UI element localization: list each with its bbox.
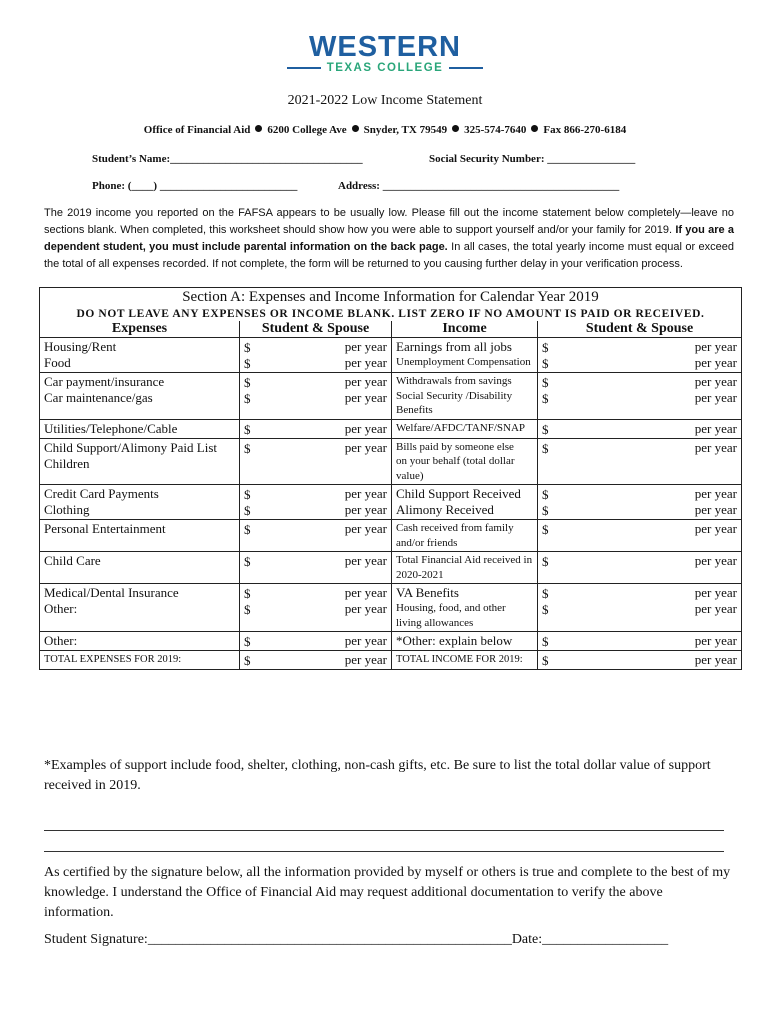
- expense-label: Utilities/Telephone/Cable: [44, 420, 178, 436]
- expense-label: Car payment/insurance: [44, 374, 165, 389]
- dollar-sign: $: [542, 440, 549, 456]
- expense-label-cell: [40, 419, 240, 438]
- expense-label: Housing/Rent: [44, 339, 117, 354]
- income-label: Total Financial Aid received in 2020-2021: [396, 554, 533, 581]
- expense-label-cell: [40, 338, 240, 373]
- certification-statement: As certified by the signature below, all the information provided by myself or others is true and complete to the best of my knowledge. I understand the Office of Financial Aid may request additional documentation to verify the above information.: [44, 865, 731, 920]
- bullet-icon: [352, 125, 359, 132]
- expense-label: Medical/Dental Insurance: [44, 585, 179, 600]
- expense-label: Child Support/Alimony Paid List Children: [44, 439, 217, 471]
- dollar-sign: $: [244, 487, 251, 502]
- per-year-label: per year: [344, 502, 387, 517]
- dollar-sign: $: [542, 634, 549, 649]
- dollar-sign: $: [542, 356, 549, 371]
- address-field[interactable]: Address: ___________________________________________: [338, 180, 620, 192]
- per-year-label: per year: [694, 390, 737, 405]
- income-amount-cell[interactable]: [538, 338, 742, 373]
- table-row: [40, 419, 742, 438]
- per-year-label: per year: [694, 633, 737, 648]
- expense-amount-cell[interactable]: [240, 338, 392, 373]
- instructions-text-1: The 2019 income you reported on the FAFSA appears to be usually low. Please fill out the income statement below completely—leave no sections blank. When completed, this worksheet should show how you were able to support yourself and/or your family for 2019.: [44, 207, 734, 236]
- expenses-income-table: [39, 287, 742, 670]
- section-header-row: [40, 288, 742, 322]
- income-amount-cell[interactable]: [538, 632, 742, 651]
- dollar-sign: $: [542, 375, 549, 390]
- table-row: [40, 552, 742, 584]
- per-year-label: per year: [344, 585, 387, 600]
- per-year-label: per year: [694, 374, 737, 389]
- col-header-student-spouse: Student & Spouse: [538, 321, 742, 338]
- income-amount-cell[interactable]: [538, 438, 742, 485]
- expense-amount-cell[interactable]: [240, 651, 392, 670]
- expense-label: Credit Card Payments: [44, 486, 159, 501]
- income-amount-cell[interactable]: [538, 584, 742, 632]
- expense-label: Car maintenance/gas: [44, 390, 153, 405]
- income-label: Child Support Received: [396, 486, 521, 501]
- dollar-sign: $: [244, 503, 251, 518]
- per-year-label: per year: [694, 439, 737, 455]
- logo-rule-left: [287, 67, 321, 69]
- per-year-label: per year: [694, 502, 737, 517]
- office-fax: Fax 866-270-6184: [543, 124, 627, 136]
- income-label: on your behalf (total dollar value): [396, 455, 515, 482]
- examples-note: *Examples of support include food, shelter, clothing, non-cash gifts, etc. Be sure to list the total dollar value of support received in 2019.: [44, 758, 711, 793]
- dollar-sign: $: [244, 356, 251, 371]
- per-year-label: per year: [344, 374, 387, 389]
- income-label: TOTAL INCOME FOR 2019:: [396, 654, 523, 665]
- bullet-icon: [452, 125, 459, 132]
- income-label-cell: [392, 651, 538, 670]
- page-title: 2021-2022 Low Income Statement: [287, 93, 483, 108]
- office-name: Office of Financial Aid: [143, 124, 251, 136]
- dollar-sign: $: [542, 391, 549, 406]
- table-row: [40, 520, 742, 552]
- per-year-label: per year: [694, 339, 737, 354]
- table-row: [40, 651, 742, 670]
- expense-label-cell: [40, 520, 240, 552]
- income-label: Cash received from family and/or friends: [396, 522, 514, 549]
- dollar-sign: $: [244, 375, 251, 390]
- dollar-sign: $: [244, 602, 251, 617]
- per-year-label: per year: [694, 652, 737, 667]
- expense-amount-cell[interactable]: [240, 438, 392, 485]
- explanation-line-2[interactable]: [44, 851, 724, 852]
- expense-label: Child Care: [44, 553, 101, 568]
- expense-amount-cell[interactable]: [240, 419, 392, 438]
- expense-label-cell: [40, 584, 240, 632]
- office-info: [0, 124, 770, 136]
- income-label: Earnings from all jobs: [396, 339, 512, 354]
- income-label-cell: [392, 419, 538, 438]
- bullet-icon: [531, 125, 538, 132]
- income-label: Social Security /Disability Benefits: [396, 389, 513, 416]
- expense-label-cell: [40, 632, 240, 651]
- table-row: [40, 373, 742, 420]
- income-label-cell: [392, 485, 538, 520]
- income-label-cell: [392, 552, 538, 584]
- per-year-label: per year: [344, 339, 387, 354]
- dollar-sign: $: [542, 421, 549, 437]
- income-label-cell: [392, 520, 538, 552]
- per-year-label: per year: [344, 633, 387, 648]
- signature-line[interactable]: Student Signature:____________________________________________________Date:__________________: [44, 932, 669, 947]
- income-label-cell: [392, 584, 538, 632]
- col-header-expenses: Expenses: [40, 321, 240, 338]
- office-address: 6200 College Ave: [267, 124, 347, 136]
- per-year-label: per year: [344, 553, 387, 568]
- col-header-student-spouse: Student & Spouse: [240, 321, 392, 338]
- per-year-label: per year: [344, 521, 387, 536]
- expense-label: TOTAL EXPENSES FOR 2019:: [44, 654, 182, 665]
- income-label: Withdrawals from savings: [396, 375, 512, 387]
- income-label-cell: [392, 338, 538, 373]
- dollar-sign: $: [244, 554, 251, 569]
- phone-field[interactable]: Phone: (____) _________________________: [92, 180, 298, 192]
- income-label: Housing, food, and other living allowances: [396, 602, 506, 629]
- logo-wordmark: WESTERN: [309, 31, 461, 63]
- income-amount-cell[interactable]: [538, 485, 742, 520]
- income-label: *Other: explain below: [396, 633, 513, 648]
- income-label-cell: [392, 632, 538, 651]
- dollar-sign: $: [542, 340, 549, 355]
- dollar-sign: $: [542, 653, 549, 668]
- income-label: Alimony Received: [396, 502, 494, 517]
- table-row: [40, 485, 742, 520]
- income-label: VA Benefits: [396, 585, 459, 600]
- income-amount-cell[interactable]: [538, 373, 742, 420]
- expense-label-cell: [40, 485, 240, 520]
- ssn-field[interactable]: Social Security Number: ________________: [429, 153, 636, 165]
- expense-label-cell: [40, 373, 240, 420]
- expense-amount-cell[interactable]: [240, 520, 392, 552]
- dollar-sign: $: [542, 586, 549, 601]
- expense-amount-cell[interactable]: [240, 584, 392, 632]
- section-header: [40, 288, 742, 322]
- income-amount-cell[interactable]: [538, 651, 742, 670]
- office-phone: 325-574-7640: [464, 124, 527, 136]
- per-year-label: per year: [694, 355, 737, 370]
- expense-label: Other:: [44, 633, 78, 648]
- income-label-cell: [392, 438, 538, 485]
- dollar-sign: $: [542, 522, 549, 537]
- dollar-sign: $: [244, 634, 251, 649]
- expense-label: Clothing: [44, 502, 90, 517]
- office-city: Snyder, TX 79549: [363, 124, 448, 136]
- per-year-label: per year: [344, 486, 387, 501]
- expense-label-cell: [40, 438, 240, 485]
- dollar-sign: $: [244, 586, 251, 601]
- logo-subtitle: [0, 62, 770, 74]
- per-year-label: per year: [344, 355, 387, 370]
- section-title: Section A: Expenses and Income Information for Calendar Year 2019: [182, 289, 599, 305]
- section-subtitle: DO NOT LEAVE ANY EXPENSES OR INCOME BLANK. LIST ZERO IF NO AMOUNT IS PAID OR RECEIVED.: [76, 308, 705, 320]
- logo-subtitle-text: TEXAS COLLEGE: [326, 62, 444, 74]
- dollar-sign: $: [244, 440, 251, 456]
- per-year-label: per year: [344, 390, 387, 405]
- income-amount-cell[interactable]: [538, 520, 742, 552]
- per-year-label: per year: [694, 521, 737, 536]
- expense-label: Other:: [44, 601, 78, 616]
- income-label: Bills paid by someone else: [396, 440, 514, 453]
- col-header-income: Income: [392, 321, 538, 338]
- income-label-cell: [392, 373, 538, 420]
- table-row: [40, 338, 742, 373]
- income-label: Welfare/AFDC/TANF/SNAP: [396, 421, 526, 434]
- per-year-label: per year: [694, 601, 737, 616]
- per-year-label: per year: [344, 420, 387, 436]
- explanation-line-1[interactable]: [44, 830, 724, 831]
- per-year-label: per year: [344, 601, 387, 616]
- instructions-paragraph: [44, 205, 734, 273]
- per-year-label: per year: [694, 486, 737, 501]
- dollar-sign: $: [542, 554, 549, 569]
- expense-amount-cell[interactable]: [240, 632, 392, 651]
- expense-amount-cell[interactable]: [240, 373, 392, 420]
- income-amount-cell[interactable]: [538, 419, 742, 438]
- per-year-label: per year: [344, 652, 387, 667]
- per-year-label: per year: [694, 585, 737, 600]
- expense-label-cell: [40, 651, 240, 670]
- table-row: [40, 438, 742, 485]
- per-year-label: per year: [344, 439, 387, 455]
- dollar-sign: $: [542, 602, 549, 617]
- table-row: [40, 584, 742, 632]
- per-year-label: per year: [694, 553, 737, 568]
- expense-label: Food: [44, 355, 71, 370]
- dollar-sign: $: [542, 503, 549, 518]
- income-label: Unemployment Compensation: [396, 356, 531, 368]
- expense-amount-cell[interactable]: [240, 552, 392, 584]
- bullet-icon: [255, 125, 262, 132]
- dollar-sign: $: [244, 653, 251, 668]
- expense-amount-cell[interactable]: [240, 485, 392, 520]
- dollar-sign: $: [244, 391, 251, 406]
- student-name-field[interactable]: Student’s Name:___________________________________: [92, 153, 363, 165]
- college-logo: [0, 32, 770, 74]
- instructions-text-2: In all cases, the total yearly income must equal or exceed the total of all expenses recorded. If not complete, the form will be returned to you causing further delay in your verification process.: [44, 241, 734, 270]
- per-year-label: per year: [694, 420, 737, 436]
- dollar-sign: $: [244, 340, 251, 355]
- dollar-sign: $: [542, 487, 549, 502]
- table-body: [40, 338, 742, 670]
- expense-label-cell: [40, 552, 240, 584]
- income-amount-cell[interactable]: [538, 552, 742, 584]
- dollar-sign: $: [244, 421, 251, 437]
- expense-label: Personal Entertainment: [44, 521, 166, 536]
- instructions-dependent-note: If you are a dependent student, you must include parental information on the back page.: [44, 224, 735, 253]
- logo-rule-right: [449, 67, 483, 69]
- dollar-sign: $: [244, 522, 251, 537]
- table-row: [40, 632, 742, 651]
- column-header-row: [40, 321, 742, 338]
